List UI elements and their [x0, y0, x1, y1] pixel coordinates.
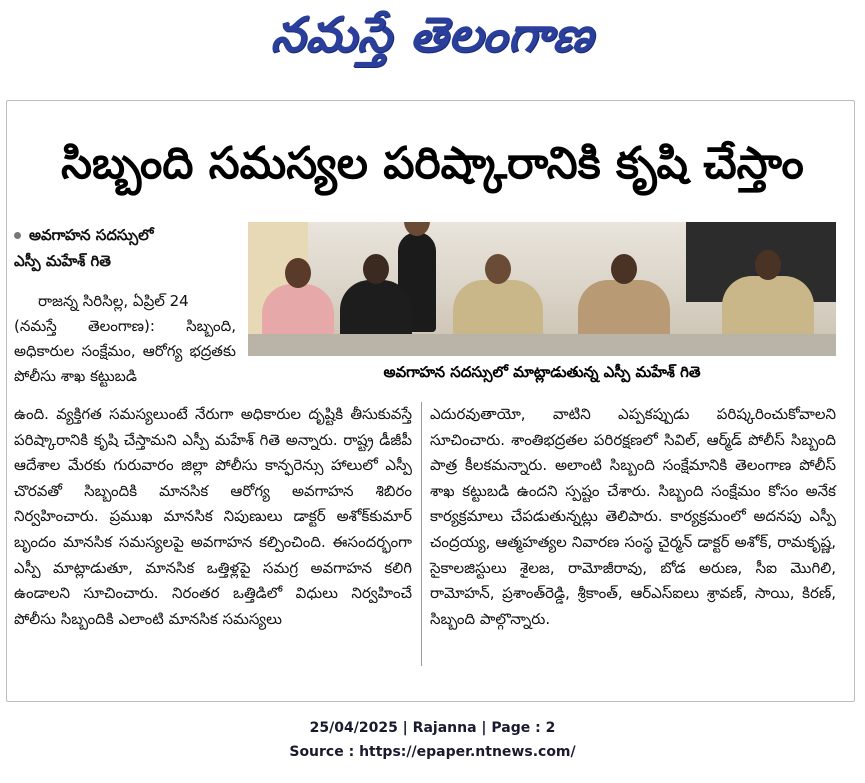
- footer: [0, 716, 865, 764]
- article-body-left: ఉంది. వ్యక్తిగత సమస్యలుంటే నేరుగా అధికారుల దృష్టికి తీసుకువస్తే పరిష్కారానికి కృషి చేస్తామని ఎస్పీ మహేశ్ గితె అన్నారు. రాష్ట్ర డీజీపీ ఆదేశాల మేరకు గురువారం జిల్లా పోలీసు కాన్ఫరెన్సు హాలులో ఎస్పీ చొరవతో సిబ్బందికి మానసిక ఆరోగ్య అవగాహన శిబిరం నిర్వహించారు. ప్రముఖ మానసిక నిపుణులు డాక్టర్ అశోక్‌కుమార్ బృందం మానసిక సమస్యలపై అవగాహన కల్పించింది. ఈసందర్భంగా ఎస్పీ మాట్లాడుతూ, మానసిక ఒత్తిళ్లపై సమగ్ర అవగాహన కలిగి ఉండాలని సూచించారు. నిరంతర ఒత్తిడిలో విధులు నిర్వహించే పోలీసు సిబ్బందికి ఎలాంటి మానసిక సమస్యలు: [14, 405, 412, 628]
- article-subhead: [14, 222, 234, 274]
- photo-person-5: [722, 276, 814, 342]
- column-divider: [421, 402, 422, 666]
- footer-source: Source : https://epaper.ntnews.com/: [289, 744, 576, 760]
- article-body-right: ఎదురవుతాయో, వాటిని ఎప్పకప్పుడు పరిష్కరించుకోవాలని సూచించారు. శాంతిభద్రతల పరిరక్షణలో సివిల్, ఆర్మ్‌డ్ పోలీస్ సిబ్బంది పాత్ర కీలకమన్నారు. అలాంటి సిబ్బంది సంక్షేమానికి తెలంగాణ పోలీస్ శాఖ కట్టుబడి ఉందని స్పష్టం చేశారు. సిబ్బంది సంక్షేమం కోసం అనేక కార్యక్రమాలు చేపడుతున్నట్లు తెలిపారు. కార్యక్రమంలో అదనపు ఎస్పీ చంద్రయ్య, ఆత్మహత్యల నివారణ సంస్థ చైర్మన్ డాక్టర్ అశోక్, రామకృష్ణ, సైకాలజిస్టులు శైలజ, రామోజీరావు, బోడ అరుణ, సీఐ మొగిలి, రామోహన్, ప్రశాంత్‌రెడ్డి, శ్రీకాంత్, ఆర్ఎస్ఐలు శ్రావణ్, సాయి, కిరణ్, సిబ్బంది పాల్గొన్నారు.: [430, 405, 836, 628]
- masthead: [0, 0, 865, 82]
- photo-person-4: [578, 280, 670, 342]
- photo-person-2: [340, 280, 412, 342]
- article-lead: [14, 289, 236, 389]
- subhead-line-2: ఎస్పీ మహేశ్ గితె: [14, 252, 111, 270]
- article-photo: [248, 222, 836, 356]
- footer-edition: 25/04/2025 | Rajanna | Page : 2: [309, 720, 556, 736]
- photo-table: [248, 334, 836, 356]
- photo-caption: అవగాహన సదస్సులో మాట్లాడుతున్న ఎస్పీ మహేశ్ గితె: [383, 363, 701, 381]
- masthead-title: నమస్తే తెలంగాణ: [269, 7, 597, 63]
- article-lead-text: (నమస్తే తెలంగాణ): సిబ్బంది, అధికారుల సంక్షేమం, ఆరోగ్య భద్రతకు పోలీసు శాఖ కట్టుబడి: [14, 317, 236, 385]
- article-headline: సిబ్బంది సమస్యల పరిష్కారానికి కృషి చేస్తాం: [61, 138, 804, 189]
- bullet-icon: [14, 232, 21, 239]
- subhead-line-1: అవగాహన సదస్సులో: [14, 222, 234, 248]
- photo-person-3: [453, 280, 543, 342]
- article-dateline: రాజన్న సిరిసిల్ల, ఏప్రిల్ 24: [38, 292, 189, 310]
